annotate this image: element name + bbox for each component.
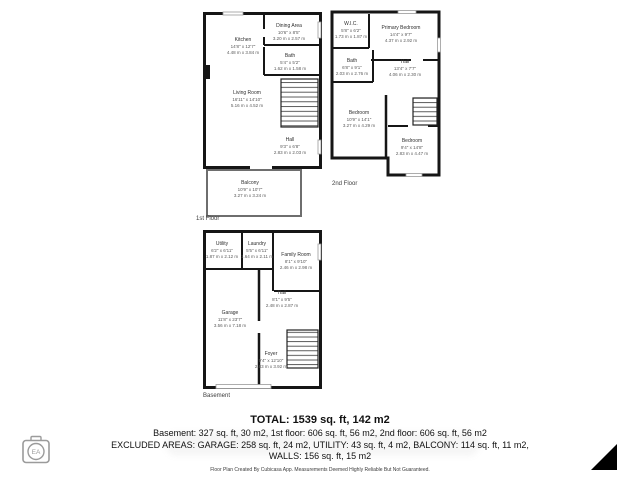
room-dim-imperial: 6'8" x 9'1" [342, 65, 362, 71]
room-name: Dining Area [276, 23, 302, 30]
room-dim-imperial: 9'3" x 6'8" [280, 144, 300, 150]
room-dim-imperial: 14'8" x 12'7" [230, 44, 256, 50]
floor-caption-2nd: 2nd Floor [332, 181, 358, 187]
room-dim-metric: 2.83 m x 3.92 m [254, 364, 288, 370]
room-name: Laundry [247, 241, 267, 248]
room-dim-metric: 2.46 m x 2.98 m [279, 265, 313, 271]
room-name: Bedroom [348, 110, 370, 117]
room-dim-imperial: 5'4" x 5'2" [280, 60, 300, 66]
floor-areas-text: Basement: 327 sq. ft, 30 m2, 1st floor: 606 sq. ft, 56 m2, 2nd floor: 606 sq. ft, 56 m2 [153, 428, 487, 438]
room-label-bath-2nd [336, 58, 368, 78]
room-dim-metric: 4.37 m x 2.92 m [384, 38, 418, 44]
area-summary [0, 414, 640, 473]
room-name: Living Room [233, 90, 261, 97]
room-dim-imperial: 11'8" x 23'7" [217, 317, 243, 323]
room-dim-metric: 2.83 m x 2.03 m [273, 150, 307, 156]
room-dim-metric: 5.16 m x 4.52 m [230, 103, 264, 109]
room-label-dining-area [273, 23, 305, 43]
room-dim-metric: 2.03 m x 2.76 m [335, 71, 369, 77]
ea-camera-logo [20, 434, 52, 468]
room-dim-metric: 2.83 m x 4.47 m [395, 151, 429, 157]
room-name: Balcony [241, 180, 259, 187]
room-label-laundry [241, 241, 273, 261]
room-name: Hall [277, 290, 287, 297]
room-label-balcony [234, 180, 266, 200]
room-label-primary-bedroom [382, 25, 421, 45]
room-dim-metric: 2.48 m x 2.87 m [265, 303, 299, 309]
room-dim-metric: 3.20 m x 2.57 m [272, 36, 306, 42]
room-label-bedroom-right [396, 138, 428, 158]
room-dim-imperial: 6'2" x 6'11" [211, 248, 233, 254]
room-label-kitchen [227, 37, 259, 57]
room-dim-imperial: 9'4" x 12'10" [258, 358, 284, 364]
room-name: Hall [285, 137, 295, 144]
walls-area-text: WALLS: 156 sq. ft, 15 m2 [268, 451, 372, 461]
room-label-family-room [280, 252, 312, 272]
room-label-hall-basement [266, 290, 298, 310]
room-dim-imperial: 13'4" x 7'7" [393, 66, 417, 72]
room-dim-imperial: 16'11" x 14'10" [232, 97, 262, 103]
room-label-utility [206, 241, 238, 261]
room-dim-imperial: 8'1" x 9'5" [272, 297, 292, 303]
room-label-hall-2nd [389, 59, 421, 79]
room-name: Primary Bedroom [381, 25, 421, 32]
room-name: Bath [284, 53, 296, 60]
room-label-bedroom-left [343, 110, 375, 130]
room-label-bath-1st [274, 53, 306, 73]
room-name: Hall [400, 59, 410, 66]
room-name: Garage [221, 310, 239, 317]
room-dim-metric: 4.48 m x 3.84 m [226, 50, 260, 56]
total-area-text: TOTAL: 1539 sq. ft, 142 m2 [250, 414, 390, 426]
floor-caption-1st: 1st Floor [196, 216, 220, 222]
room-label-foyer [255, 351, 287, 371]
room-name: W.I.C. [344, 21, 358, 28]
room-dim-imperial: 9'4" x 14'8" [400, 145, 424, 151]
floor-caption-basement: Basement [203, 393, 231, 399]
north-arrow-icon [590, 443, 618, 471]
room-dim-imperial: 10'9" x 14'1" [346, 117, 372, 123]
room-dim-imperial: 8'1" x 9'10" [284, 259, 308, 265]
room-dim-metric: 3.27 m x 3.24 m [233, 193, 267, 199]
room-dim-metric: 1.87 m x 2.12 m [205, 254, 239, 260]
room-dim-metric: 1.64 m x 2.11 m [241, 254, 273, 260]
room-dim-metric: 1.62 m x 1.58 m [273, 66, 307, 72]
room-dim-imperial: 5'8" x 6'2" [341, 28, 361, 34]
room-dim-imperial: 10'6" x 8'5" [277, 30, 301, 36]
logo-text: EA [31, 449, 41, 456]
room-name: Family Room [281, 252, 311, 259]
room-label-living-room [231, 90, 263, 110]
room-name: Kitchen [234, 37, 252, 44]
room-dim-imperial: 10'9" x 10'7" [237, 187, 263, 193]
room-name: Utility [215, 241, 229, 248]
room-name: Foyer [264, 351, 278, 358]
room-name: Bedroom [401, 138, 423, 145]
room-dim-metric: 3.27 m x 4.29 m [342, 123, 376, 129]
room-dim-metric: 4.06 m x 2.30 m [388, 72, 422, 78]
room-dim-imperial: 14'4" x 9'7" [389, 32, 413, 38]
room-label-hall-1st [274, 137, 306, 157]
room-name: Bath [346, 58, 358, 65]
room-label-wic [335, 21, 367, 41]
disclaimer-text: Floor Plan Created By Cubicasa App. Measurements Deemed Highly Reliable But Not Guaranteed. [210, 466, 430, 473]
excluded-areas-text: EXCLUDED AREAS: GARAGE: 258 sq. ft, 24 m2, UTILITY: 43 sq. ft, 4 m2, BALCONY: 114 sq. ft, 11 m2, [111, 439, 529, 450]
room-dim-metric: 1.73 m x 1.87 m [334, 34, 368, 40]
room-dim-imperial: 5'5" x 6'11" [246, 248, 268, 254]
room-label-garage [214, 310, 246, 330]
room-dim-metric: 3.56 m x 7.18 m [213, 323, 247, 329]
